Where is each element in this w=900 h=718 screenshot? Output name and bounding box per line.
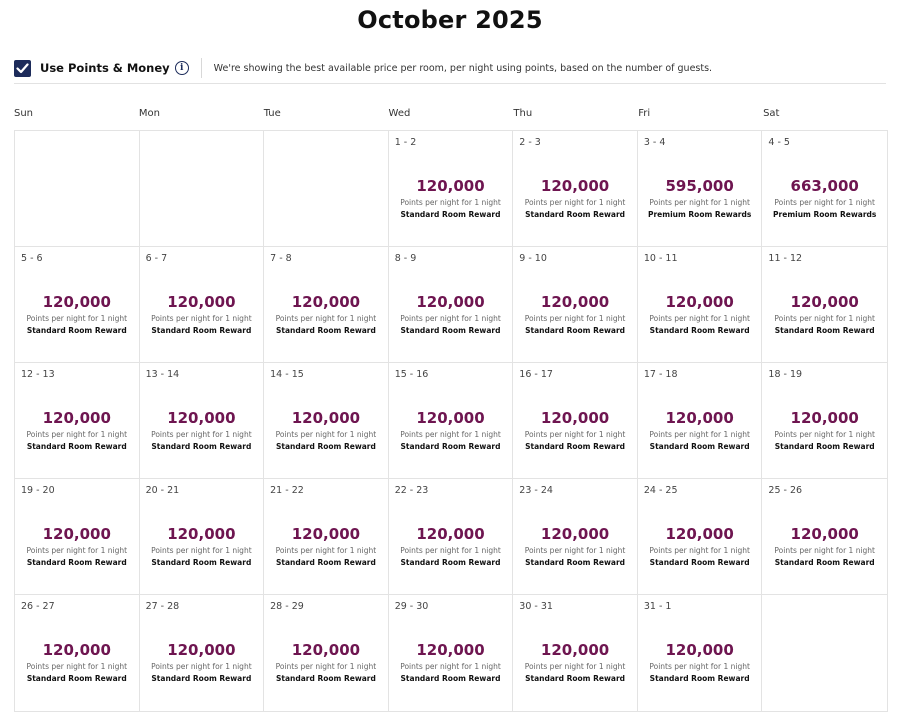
points-price: 120,000 [665,525,734,543]
room-type-label: Standard Room Reward [151,558,252,567]
calendar-day-cell[interactable] [264,595,389,711]
date-range-label: 18 - 19 [768,369,803,380]
calendar-day-cell[interactable] [389,363,514,479]
calendar-day-cell[interactable] [140,363,265,479]
calendar-day-cell[interactable] [264,247,389,363]
price-caption: Points per night for 1 night [524,314,626,323]
weekday-label: Mon [138,108,160,119]
date-range-label: 10 - 11 [643,253,678,264]
price-caption: Points per night for 1 night [649,546,750,555]
page-title: October 2025 [357,6,543,34]
room-type-label: Standard Room Reward [275,442,376,451]
points-price: 120,000 [291,293,361,311]
room-type-label: Standard Room Reward [525,326,626,335]
price-caption: Points per night for 1 night [26,662,128,671]
calendar-day-cell[interactable] [140,479,265,595]
points-price: 120,000 [42,409,111,427]
use-points-money-checkbox[interactable] [14,60,31,77]
points-price: 120,000 [790,525,859,543]
room-type-label: Standard Room Reward [400,674,501,683]
price-caption: Points per night for 1 night [524,198,626,207]
room-type-label: Standard Room Reward [400,442,501,451]
points-price: 120,000 [291,409,361,427]
room-type-label: Standard Room Reward [774,558,875,567]
date-range-label: 11 - 12 [768,253,803,264]
weekday-label: Fri [638,108,651,119]
divider [201,58,202,78]
price-caption: Points per night for 1 night [649,198,750,207]
points-price: 120,000 [42,525,111,543]
weekday-label: Wed [388,108,411,119]
calendar-day-cell[interactable] [638,479,763,595]
price-caption: Points per night for 1 night [649,662,750,671]
date-range-label: 1 - 2 [394,137,417,148]
date-range-label: 16 - 17 [519,369,553,380]
pricing-description: We're showing the best available price per room, per night using points, based on the number of guests. [213,62,713,74]
room-type-label: Standard Room Reward [774,326,875,335]
room-type-label: Standard Room Reward [275,558,376,567]
weekday-header [14,108,888,119]
points-price: 120,000 [416,177,485,195]
price-caption: Points per night for 1 night [26,314,128,323]
price-caption: Points per night for 1 night [649,430,750,439]
weekday-label: Tue [263,108,281,119]
price-caption: Points per night for 1 night [400,662,501,671]
calendar-day-cell[interactable] [638,247,763,363]
date-range-label: 20 - 21 [145,485,180,496]
date-range-label: 8 - 9 [394,253,417,264]
price-caption: Points per night for 1 night [649,314,750,323]
price-caption: Points per night for 1 night [275,662,377,671]
date-range-label: 3 - 4 [643,137,666,148]
points-price: 120,000 [291,525,361,543]
calendar-day-cell[interactable] [513,595,638,711]
points-price: 595,000 [665,177,734,195]
weekday-label: Sun [14,108,34,119]
calendar-day-cell[interactable] [513,479,638,595]
points-price: 120,000 [416,293,485,311]
date-range-label: 26 - 27 [21,601,55,612]
calendar-day-cell[interactable] [389,479,514,595]
calendar-day-cell[interactable] [513,131,638,247]
date-range-label: 25 - 26 [768,485,803,496]
calendar-day-cell[interactable] [513,363,638,479]
date-range-label: 19 - 20 [21,485,55,496]
calendar-day-cell[interactable] [389,131,514,247]
checkmark-icon [16,63,29,74]
calendar-day-cell[interactable] [762,363,887,479]
room-type-label: Standard Room Reward [151,442,252,451]
room-type-label: Standard Room Reward [151,326,252,335]
date-range-label: 14 - 15 [270,369,304,380]
room-type-label: Standard Room Reward [649,442,750,451]
room-type-label: Standard Room Reward [275,674,376,683]
separator [14,83,886,84]
points-price: 120,000 [790,409,859,427]
price-caption: Points per night for 1 night [26,430,128,439]
room-type-label: Standard Room Reward [26,558,127,567]
date-range-label: 5 - 6 [21,253,43,264]
price-caption: Points per night for 1 night [151,662,252,671]
date-range-label: 6 - 7 [145,253,168,264]
points-price: 120,000 [42,293,111,311]
room-type-label: Standard Room Reward [26,326,127,335]
calendar-empty-cell [264,131,389,247]
date-range-label: 4 - 5 [768,137,790,148]
points-price: 120,000 [291,641,361,659]
price-caption: Points per night for 1 night [151,430,252,439]
price-caption: Points per night for 1 night [774,198,875,207]
price-caption: Points per night for 1 night [774,546,875,555]
points-price: 663,000 [790,177,859,195]
room-type-label: Standard Room Reward [525,558,626,567]
date-range-label: 27 - 28 [145,601,180,612]
date-range-label: 24 - 25 [643,485,678,496]
calendar-day-cell[interactable] [638,131,763,247]
room-type-label: Standard Room Reward [26,442,127,451]
date-range-label: 30 - 31 [519,601,553,612]
calendar-day-cell[interactable] [513,247,638,363]
points-price: 120,000 [540,293,610,311]
calendar-day-cell[interactable] [15,595,140,711]
date-range-label: 7 - 8 [270,253,292,264]
room-type-label: Standard Room Reward [525,674,626,683]
calendar-day-cell[interactable] [638,363,763,479]
date-range-label: 9 - 10 [519,253,547,264]
date-range-label: 22 - 23 [394,485,429,496]
room-type-label: Standard Room Reward [151,674,252,683]
room-type-label: Premium Room Rewards [773,210,877,219]
points-money-bar [14,54,886,82]
calendar-day-cell[interactable] [15,479,140,595]
points-price: 120,000 [167,641,236,659]
price-caption: Points per night for 1 night [275,314,377,323]
points-price: 120,000 [665,641,734,659]
date-range-label: 28 - 29 [270,601,304,612]
price-caption: Points per night for 1 night [151,314,252,323]
room-type-label: Standard Room Reward [774,442,875,451]
price-caption: Points per night for 1 night [524,662,626,671]
calendar-day-cell[interactable] [762,479,887,595]
calendar-day-cell[interactable] [15,247,140,363]
date-range-label: 2 - 3 [519,137,541,148]
calendar-day-cell[interactable] [762,247,887,363]
points-price: 120,000 [167,409,236,427]
room-type-label: Standard Room Reward [649,326,750,335]
calendar-empty-cell [762,595,887,711]
use-points-money-label[interactable]: Use Points & Money [40,61,170,75]
room-type-label: Premium Room Rewards [647,210,752,219]
price-caption: Points per night for 1 night [774,430,875,439]
room-type-label: Standard Room Reward [400,558,501,567]
points-price: 120,000 [540,641,610,659]
price-caption: Points per night for 1 night [26,546,128,555]
points-price: 120,000 [540,525,610,543]
room-type-label: Standard Room Reward [400,326,501,335]
calendar-day-cell[interactable] [389,595,514,711]
calendar-day-cell[interactable] [762,131,887,247]
price-caption: Points per night for 1 night [275,430,377,439]
points-price: 120,000 [665,293,734,311]
room-type-label: Standard Room Reward [649,674,750,683]
points-price: 120,000 [790,293,859,311]
points-price: 120,000 [416,641,485,659]
room-type-label: Standard Room Reward [525,210,626,219]
room-type-label: Standard Room Reward [26,674,127,683]
price-caption: Points per night for 1 night [400,314,501,323]
room-type-label: Standard Room Reward [525,442,626,451]
date-range-label: 29 - 30 [394,601,429,612]
info-icon[interactable]: i [175,61,189,75]
date-range-label: 17 - 18 [643,369,678,380]
calendar-day-cell[interactable] [140,595,265,711]
price-caption: Points per night for 1 night [524,430,626,439]
points-price: 120,000 [416,525,485,543]
date-range-label: 15 - 16 [394,369,429,380]
calendar-grid [14,130,888,712]
calendar-day-cell[interactable] [140,247,265,363]
date-range-label: 21 - 22 [270,485,304,496]
price-caption: Points per night for 1 night [774,314,875,323]
points-price: 120,000 [416,409,485,427]
room-type-label: Standard Room Reward [275,326,376,335]
date-range-label: 13 - 14 [145,369,180,380]
points-price: 120,000 [167,525,236,543]
calendar-day-cell[interactable] [389,247,514,363]
points-price: 120,000 [540,409,610,427]
calendar-empty-cell [140,131,265,247]
points-price: 120,000 [665,409,734,427]
price-caption: Points per night for 1 night [151,546,252,555]
price-caption: Points per night for 1 night [400,430,501,439]
date-range-label: 23 - 24 [519,485,553,496]
calendar-empty-cell [15,131,140,247]
weekday-label: Thu [513,108,533,119]
price-caption: Points per night for 1 night [524,546,626,555]
price-caption: Points per night for 1 night [400,546,501,555]
calendar-day-cell[interactable] [638,595,763,711]
date-range-label: 12 - 13 [21,369,55,380]
points-price: 120,000 [540,177,610,195]
price-caption: Points per night for 1 night [400,198,501,207]
calendar-day-cell[interactable] [15,363,140,479]
calendar-day-cell[interactable] [264,363,389,479]
weekday-label: Sat [763,108,780,119]
points-price: 120,000 [42,641,111,659]
room-type-label: Standard Room Reward [400,210,501,219]
calendar-day-cell[interactable] [264,479,389,595]
points-price: 120,000 [167,293,236,311]
date-range-label: 31 - 1 [643,601,672,612]
room-type-label: Standard Room Reward [649,558,750,567]
price-caption: Points per night for 1 night [275,546,377,555]
